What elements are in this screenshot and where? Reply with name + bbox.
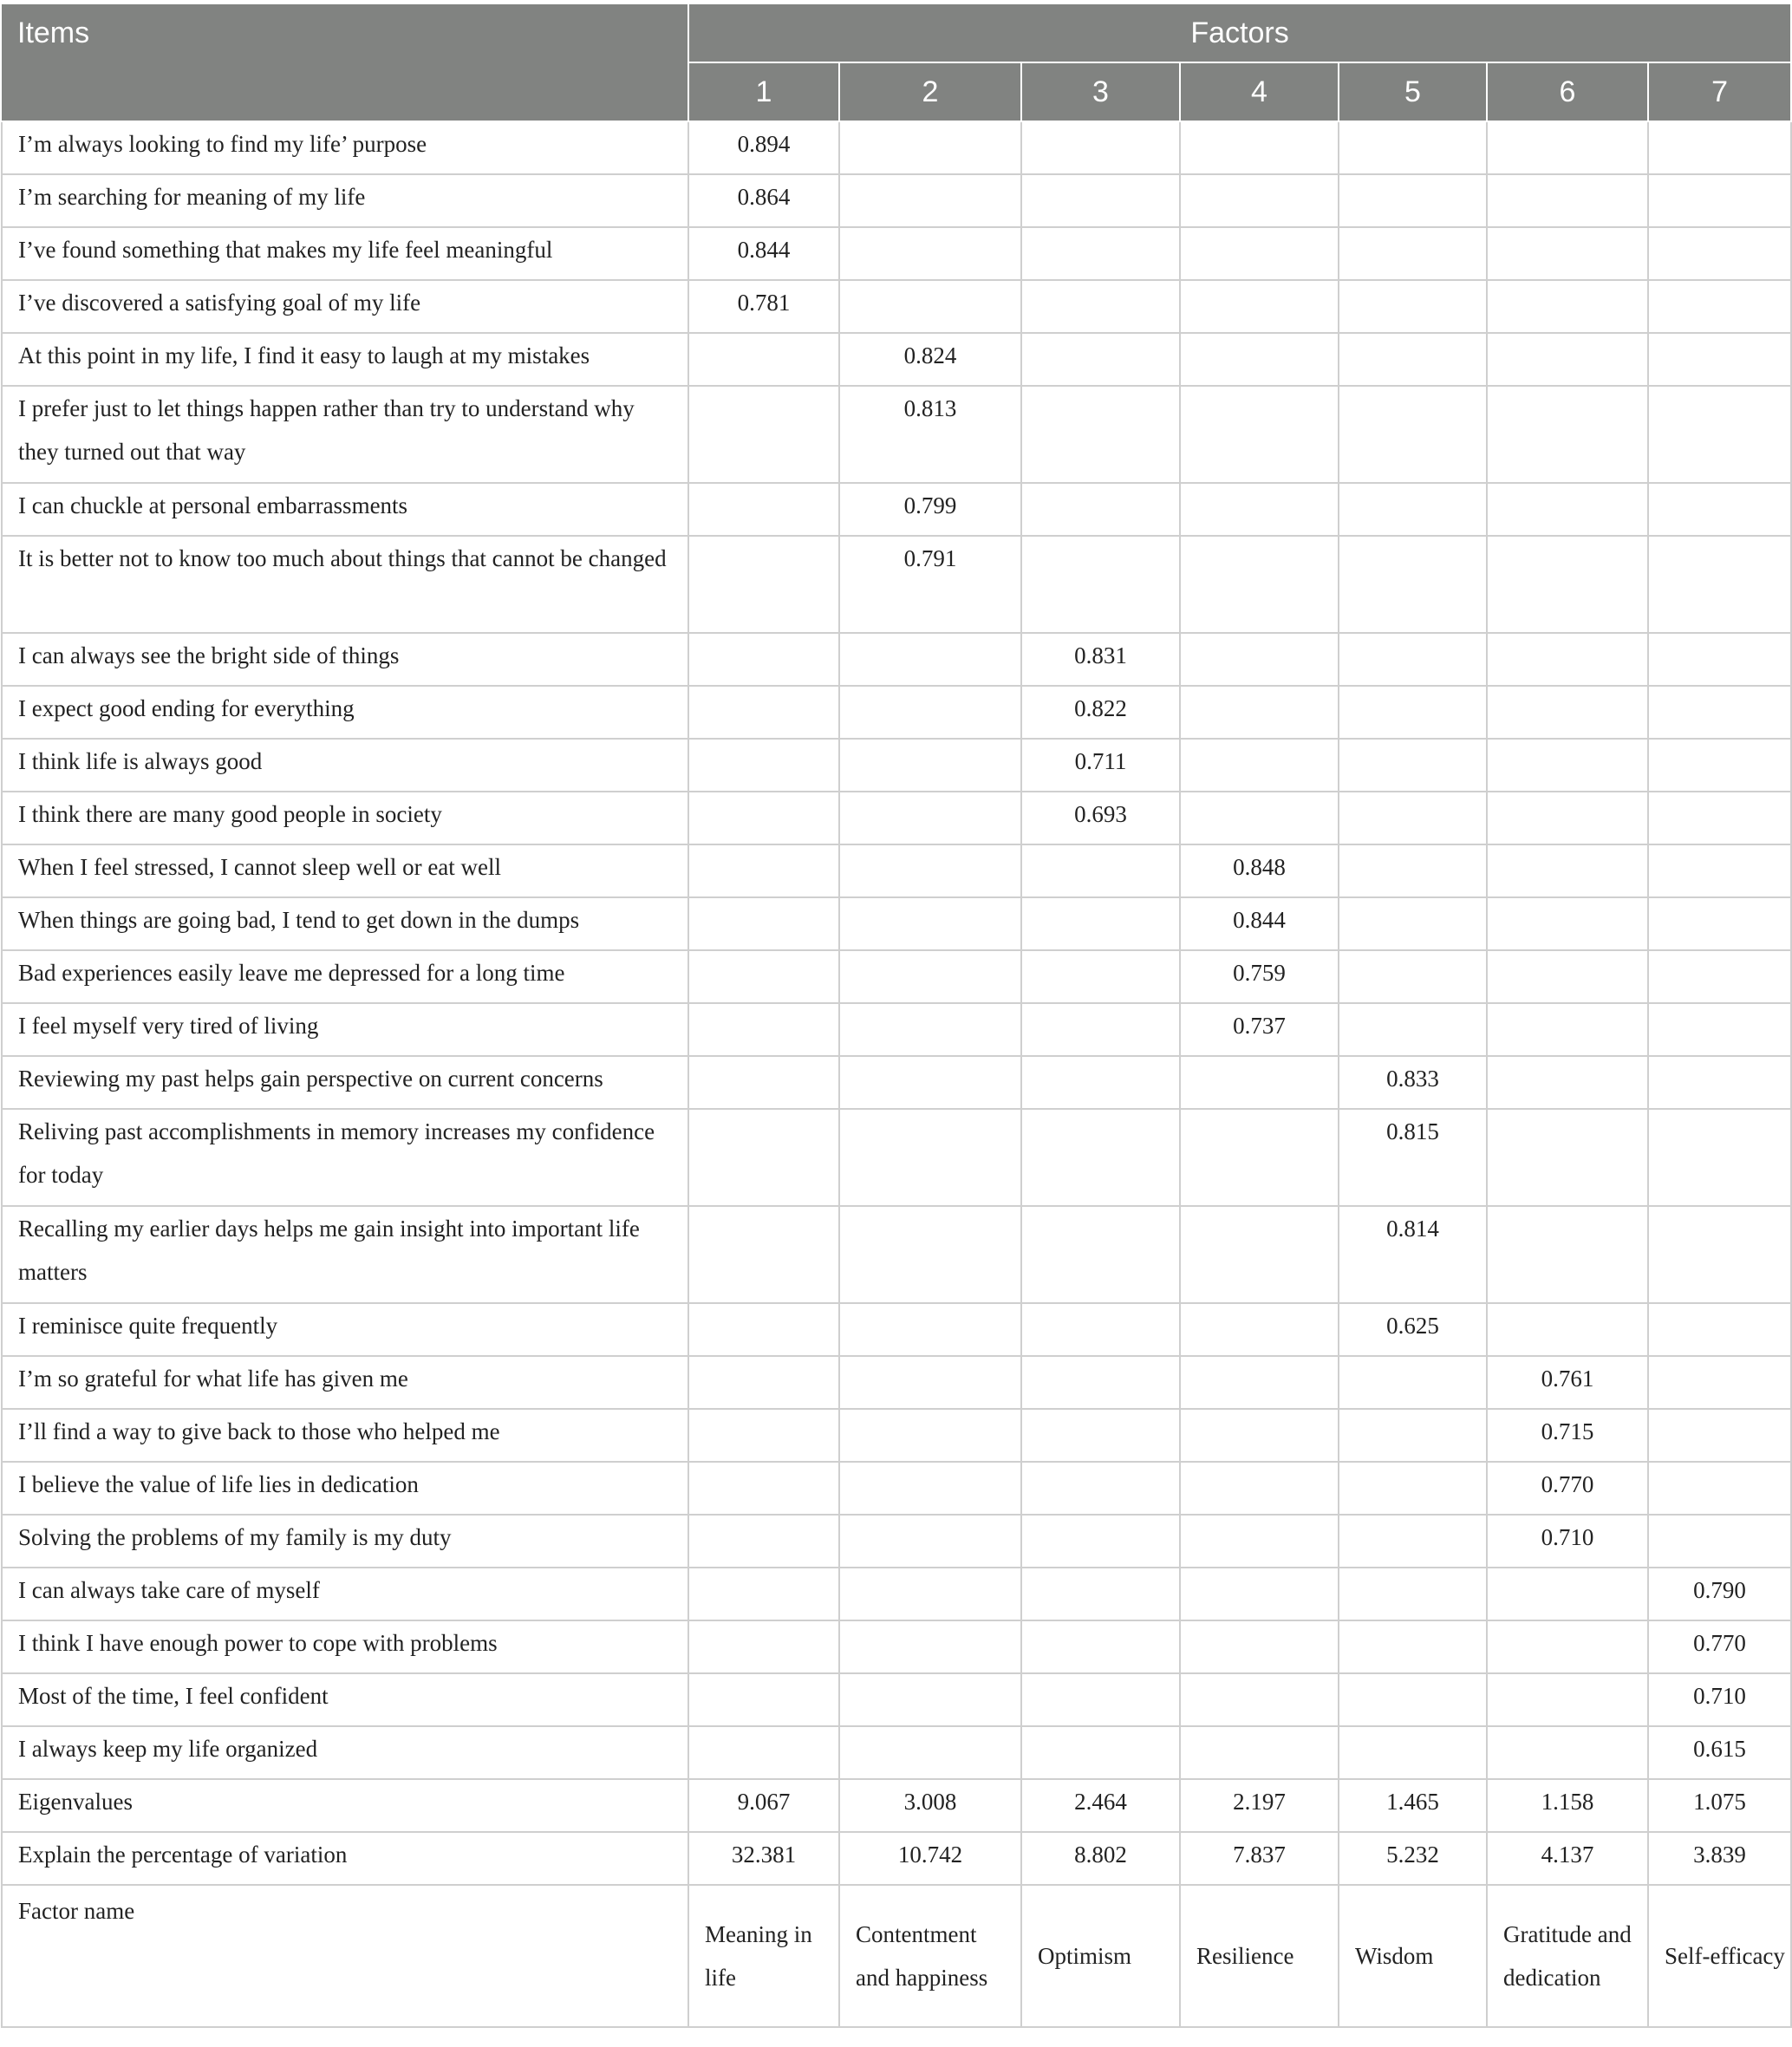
loading-cell bbox=[1021, 121, 1180, 174]
loading-cell bbox=[1021, 1056, 1180, 1109]
loading-cell bbox=[1339, 1726, 1487, 1779]
loading-cell: 0.715 bbox=[1487, 1409, 1648, 1462]
item-text: Most of the time, I feel confident bbox=[2, 1673, 688, 1726]
factor-number-header: 2 bbox=[839, 62, 1021, 121]
factor-number-header: 5 bbox=[1339, 62, 1487, 121]
loading-cell: 0.625 bbox=[1339, 1303, 1487, 1356]
loading-cell bbox=[1021, 1109, 1180, 1206]
eigenvalue-cell: 2.197 bbox=[1180, 1779, 1339, 1832]
loading-cell bbox=[1021, 1462, 1180, 1515]
loading-cell bbox=[1339, 1515, 1487, 1568]
table-row bbox=[2, 1109, 1791, 1206]
loading-cell bbox=[1648, 950, 1791, 1003]
eigenvalues-label: Eigenvalues bbox=[2, 1779, 688, 1832]
item-text: Reliving past accomplishments in memory increases my confidence for today bbox=[2, 1109, 688, 1206]
loading-cell bbox=[1180, 1303, 1339, 1356]
table-row bbox=[2, 1056, 1791, 1109]
loading-cell bbox=[839, 1003, 1021, 1056]
loading-cell bbox=[1648, 121, 1791, 174]
loading-cell bbox=[1487, 1303, 1648, 1356]
loading-cell bbox=[1180, 792, 1339, 844]
loading-cell: 0.791 bbox=[839, 536, 1021, 633]
variation-cell: 5.232 bbox=[1339, 1832, 1487, 1885]
table-row bbox=[2, 1568, 1791, 1620]
factor-name-cell: Gratitude and dedication bbox=[1487, 1885, 1648, 2027]
loading-cell bbox=[839, 1109, 1021, 1206]
loading-cell bbox=[1487, 1056, 1648, 1109]
loading-cell bbox=[839, 633, 1021, 686]
loading-cell bbox=[1180, 280, 1339, 333]
table-row bbox=[2, 1515, 1791, 1568]
loading-cell bbox=[1648, 1303, 1791, 1356]
table-row bbox=[2, 333, 1791, 386]
factor-number-header: 3 bbox=[1021, 62, 1180, 121]
item-text: When things are going bad, I tend to get down in the dumps bbox=[2, 897, 688, 950]
factor-number-header: 1 bbox=[688, 62, 839, 121]
eigenvalue-cell: 3.008 bbox=[839, 1779, 1021, 1832]
loading-cell bbox=[1339, 536, 1487, 633]
item-text: Reviewing my past helps gain perspective on current concerns bbox=[2, 1056, 688, 1109]
table-row bbox=[2, 1462, 1791, 1515]
factor-loadings-table bbox=[1, 3, 1792, 2028]
loading-cell bbox=[1180, 386, 1339, 483]
loading-cell bbox=[1180, 1726, 1339, 1779]
loading-cell bbox=[839, 1409, 1021, 1462]
item-text: I can chuckle at personal embarrassments bbox=[2, 483, 688, 536]
item-text: I think there are many good people in society bbox=[2, 792, 688, 844]
eigenvalue-cell: 1.158 bbox=[1487, 1779, 1648, 1832]
loading-cell bbox=[1339, 686, 1487, 739]
loading-cell: 0.824 bbox=[839, 333, 1021, 386]
loading-cell bbox=[1180, 1673, 1339, 1726]
item-text: I’m always looking to find my life’ purpose bbox=[2, 121, 688, 174]
item-text: When I feel stressed, I cannot sleep well or eat well bbox=[2, 844, 688, 897]
item-text: I think I have enough power to cope with problems bbox=[2, 1620, 688, 1673]
item-text: I’ve discovered a satisfying goal of my life bbox=[2, 280, 688, 333]
factor-name-cell: Resilience bbox=[1180, 1885, 1339, 2027]
loading-cell bbox=[839, 739, 1021, 792]
loading-cell bbox=[839, 1515, 1021, 1568]
loading-cell bbox=[1648, 844, 1791, 897]
item-text: I prefer just to let things happen rather than try to understand why they turned out that way bbox=[2, 386, 688, 483]
loading-cell bbox=[1021, 1620, 1180, 1673]
loading-cell bbox=[1021, 1726, 1180, 1779]
item-text: I can always take care of myself bbox=[2, 1568, 688, 1620]
loading-cell bbox=[1487, 333, 1648, 386]
table-row bbox=[2, 1003, 1791, 1056]
loading-cell bbox=[688, 1003, 839, 1056]
loading-cell bbox=[1180, 633, 1339, 686]
loading-cell bbox=[688, 483, 839, 536]
loading-cell bbox=[839, 897, 1021, 950]
factor-name-row bbox=[2, 1885, 1791, 2027]
loading-cell bbox=[1021, 386, 1180, 483]
loading-cell bbox=[1021, 174, 1180, 227]
loading-cell bbox=[1339, 174, 1487, 227]
loading-cell bbox=[688, 950, 839, 1003]
loading-cell bbox=[688, 1515, 839, 1568]
eigenvalue-cell: 1.075 bbox=[1648, 1779, 1791, 1832]
loading-cell bbox=[1339, 1003, 1487, 1056]
item-text: I’m searching for meaning of my life bbox=[2, 174, 688, 227]
loading-cell: 0.710 bbox=[1487, 1515, 1648, 1568]
loading-cell bbox=[1487, 792, 1648, 844]
loading-cell bbox=[688, 1673, 839, 1726]
loading-cell: 0.737 bbox=[1180, 1003, 1339, 1056]
variation-cell: 3.839 bbox=[1648, 1832, 1791, 1885]
variation-label: Explain the percentage of variation bbox=[2, 1832, 688, 1885]
loading-cell bbox=[1021, 1515, 1180, 1568]
loading-cell: 0.844 bbox=[1180, 897, 1339, 950]
table-row bbox=[2, 686, 1791, 739]
table-row bbox=[2, 536, 1791, 633]
loading-cell bbox=[1648, 1206, 1791, 1303]
loading-cell bbox=[839, 950, 1021, 1003]
loading-cell: 0.814 bbox=[1339, 1206, 1487, 1303]
loading-cell bbox=[1487, 1673, 1648, 1726]
loading-cell bbox=[688, 844, 839, 897]
table-row bbox=[2, 633, 1791, 686]
loading-cell bbox=[1021, 844, 1180, 897]
loading-cell bbox=[1487, 483, 1648, 536]
loading-cell bbox=[688, 1726, 839, 1779]
item-text: I reminisce quite frequently bbox=[2, 1303, 688, 1356]
loading-cell bbox=[1648, 280, 1791, 333]
item-text: Solving the problems of my family is my duty bbox=[2, 1515, 688, 1568]
items-column-header: Items bbox=[2, 3, 688, 121]
loading-cell bbox=[1339, 1568, 1487, 1620]
factors-column-header: Factors bbox=[688, 3, 1791, 62]
loading-cell bbox=[1339, 633, 1487, 686]
loading-cell bbox=[1339, 739, 1487, 792]
loading-cell: 0.813 bbox=[839, 386, 1021, 483]
loading-cell bbox=[1339, 1409, 1487, 1462]
loading-cell bbox=[1487, 1003, 1648, 1056]
table-row bbox=[2, 1673, 1791, 1726]
loading-cell bbox=[1648, 739, 1791, 792]
loading-cell: 0.770 bbox=[1648, 1620, 1791, 1673]
loading-cell bbox=[688, 1303, 839, 1356]
factor-name-cell: Contentment and happiness bbox=[839, 1885, 1021, 2027]
loading-cell: 0.815 bbox=[1339, 1109, 1487, 1206]
loading-cell bbox=[1339, 844, 1487, 897]
loading-cell bbox=[839, 1356, 1021, 1409]
loading-cell bbox=[1648, 1409, 1791, 1462]
table-row bbox=[2, 1206, 1791, 1303]
table-row bbox=[2, 280, 1791, 333]
loading-cell bbox=[688, 739, 839, 792]
loading-cell bbox=[1487, 121, 1648, 174]
loading-cell: 0.710 bbox=[1648, 1673, 1791, 1726]
loading-cell bbox=[688, 1409, 839, 1462]
loading-cell bbox=[1021, 227, 1180, 280]
loading-cell bbox=[1021, 1409, 1180, 1462]
loading-cell bbox=[688, 333, 839, 386]
item-text: I’ve found something that makes my life feel meaningful bbox=[2, 227, 688, 280]
variation-cell: 7.837 bbox=[1180, 1832, 1339, 1885]
loading-cell bbox=[1180, 1568, 1339, 1620]
loading-cell bbox=[1487, 1206, 1648, 1303]
item-text: I’ll find a way to give back to those who helped me bbox=[2, 1409, 688, 1462]
table-row bbox=[2, 897, 1791, 950]
loading-cell bbox=[839, 174, 1021, 227]
loading-cell bbox=[1180, 1056, 1339, 1109]
loading-cell bbox=[1648, 333, 1791, 386]
loading-cell bbox=[1339, 280, 1487, 333]
loading-cell bbox=[1648, 633, 1791, 686]
eigenvalue-cell: 9.067 bbox=[688, 1779, 839, 1832]
loading-cell bbox=[1180, 333, 1339, 386]
loading-cell bbox=[1021, 1303, 1180, 1356]
loading-cell bbox=[839, 227, 1021, 280]
loading-cell: 0.759 bbox=[1180, 950, 1339, 1003]
loading-cell bbox=[1339, 227, 1487, 280]
eigenvalue-cell: 2.464 bbox=[1021, 1779, 1180, 1832]
loading-cell bbox=[1180, 1515, 1339, 1568]
loading-cell bbox=[1648, 686, 1791, 739]
loading-cell bbox=[1180, 483, 1339, 536]
loading-cell bbox=[1180, 174, 1339, 227]
loading-cell bbox=[1487, 1568, 1648, 1620]
loading-cell bbox=[1021, 280, 1180, 333]
loading-cell bbox=[1487, 1726, 1648, 1779]
loading-cell bbox=[1339, 1462, 1487, 1515]
loading-cell bbox=[1648, 1356, 1791, 1409]
variation-cell: 8.802 bbox=[1021, 1832, 1180, 1885]
loading-cell bbox=[688, 1056, 839, 1109]
variation-cell: 32.381 bbox=[688, 1832, 839, 1885]
loading-cell bbox=[1180, 1356, 1339, 1409]
header-row-top bbox=[2, 3, 1791, 62]
loading-cell bbox=[688, 897, 839, 950]
loading-cell: 0.711 bbox=[1021, 739, 1180, 792]
loading-cell bbox=[1021, 536, 1180, 633]
loading-cell bbox=[1180, 739, 1339, 792]
loading-cell bbox=[1648, 174, 1791, 227]
loading-cell bbox=[688, 1620, 839, 1673]
loading-cell bbox=[1487, 739, 1648, 792]
loading-cell bbox=[1648, 386, 1791, 483]
loading-cell bbox=[688, 1568, 839, 1620]
table-row bbox=[2, 121, 1791, 174]
loading-cell bbox=[1648, 1515, 1791, 1568]
loading-cell: 0.693 bbox=[1021, 792, 1180, 844]
eigenvalues-row bbox=[2, 1779, 1791, 1832]
loading-cell bbox=[688, 1462, 839, 1515]
loading-cell bbox=[1487, 686, 1648, 739]
table-row bbox=[2, 739, 1791, 792]
loading-cell: 0.831 bbox=[1021, 633, 1180, 686]
factor-name-cell: Meaning in life bbox=[688, 1885, 839, 2027]
loading-cell bbox=[1487, 174, 1648, 227]
loading-cell bbox=[1487, 386, 1648, 483]
loading-cell bbox=[1021, 1003, 1180, 1056]
loading-cell bbox=[1021, 1356, 1180, 1409]
factor-name-cell: Wisdom bbox=[1339, 1885, 1487, 2027]
loading-cell: 0.770 bbox=[1487, 1462, 1648, 1515]
factor-number-header: 7 bbox=[1648, 62, 1791, 121]
item-text: It is better not to know too much about things that cannot be changed bbox=[2, 536, 688, 633]
loading-cell bbox=[1487, 227, 1648, 280]
loading-cell bbox=[1339, 1620, 1487, 1673]
loading-cell bbox=[839, 1568, 1021, 1620]
loading-cell bbox=[1021, 1206, 1180, 1303]
loading-cell bbox=[1021, 897, 1180, 950]
loading-cell bbox=[688, 1206, 839, 1303]
loading-cell bbox=[1487, 897, 1648, 950]
loading-cell bbox=[1339, 1356, 1487, 1409]
loading-cell bbox=[839, 686, 1021, 739]
loading-cell bbox=[1648, 1462, 1791, 1515]
variation-cell: 4.137 bbox=[1487, 1832, 1648, 1885]
loading-cell bbox=[1339, 950, 1487, 1003]
item-text: I always keep my life organized bbox=[2, 1726, 688, 1779]
loading-cell: 0.799 bbox=[839, 483, 1021, 536]
table-row bbox=[2, 386, 1791, 483]
loading-cell bbox=[839, 1056, 1021, 1109]
loading-cell bbox=[1487, 1109, 1648, 1206]
loading-cell bbox=[688, 633, 839, 686]
loading-cell bbox=[688, 1109, 839, 1206]
factor-name-label: Factor name bbox=[2, 1885, 688, 2027]
loading-cell bbox=[839, 1620, 1021, 1673]
loading-cell bbox=[688, 686, 839, 739]
loading-cell bbox=[1339, 897, 1487, 950]
table-row bbox=[2, 483, 1791, 536]
loading-cell: 0.822 bbox=[1021, 686, 1180, 739]
loading-cell bbox=[1648, 483, 1791, 536]
loading-cell: 0.894 bbox=[688, 121, 839, 174]
loading-cell: 0.790 bbox=[1648, 1568, 1791, 1620]
loading-cell bbox=[1339, 483, 1487, 536]
table-row bbox=[2, 1726, 1791, 1779]
loading-cell: 0.833 bbox=[1339, 1056, 1487, 1109]
loading-cell bbox=[1021, 1673, 1180, 1726]
loading-cell: 0.781 bbox=[688, 280, 839, 333]
loading-cell bbox=[1648, 227, 1791, 280]
item-text: Recalling my earlier days helps me gain insight into important life matters bbox=[2, 1206, 688, 1303]
loading-cell bbox=[1021, 1568, 1180, 1620]
loading-cell bbox=[839, 1673, 1021, 1726]
table-row bbox=[2, 844, 1791, 897]
loading-cell bbox=[1487, 536, 1648, 633]
loading-cell bbox=[1487, 1620, 1648, 1673]
loading-cell bbox=[839, 1726, 1021, 1779]
table-row bbox=[2, 950, 1791, 1003]
table-body bbox=[2, 121, 1791, 2027]
loading-cell bbox=[839, 792, 1021, 844]
loading-cell bbox=[1339, 333, 1487, 386]
loading-cell bbox=[1648, 897, 1791, 950]
loading-cell bbox=[1487, 633, 1648, 686]
factor-name-cell: Self-efficacy bbox=[1648, 1885, 1791, 2027]
item-text: I can always see the bright side of things bbox=[2, 633, 688, 686]
factor-number-header: 6 bbox=[1487, 62, 1648, 121]
item-text: I think life is always good bbox=[2, 739, 688, 792]
table-row bbox=[2, 1303, 1791, 1356]
item-text: I believe the value of life lies in dedication bbox=[2, 1462, 688, 1515]
loading-cell bbox=[1021, 950, 1180, 1003]
loading-cell bbox=[1339, 121, 1487, 174]
loading-cell bbox=[1339, 1673, 1487, 1726]
table-row bbox=[2, 792, 1791, 844]
loading-cell bbox=[1180, 1206, 1339, 1303]
table-row bbox=[2, 1356, 1791, 1409]
loading-cell bbox=[688, 386, 839, 483]
loading-cell bbox=[1648, 1003, 1791, 1056]
loading-cell bbox=[1648, 1056, 1791, 1109]
item-text: I feel myself very tired of living bbox=[2, 1003, 688, 1056]
loading-cell bbox=[839, 280, 1021, 333]
factor-number-header: 4 bbox=[1180, 62, 1339, 121]
loading-cell bbox=[1180, 1109, 1339, 1206]
loading-cell bbox=[1648, 1109, 1791, 1206]
loading-cell bbox=[1180, 227, 1339, 280]
table-row bbox=[2, 1409, 1791, 1462]
loading-cell: 0.848 bbox=[1180, 844, 1339, 897]
loading-cell bbox=[839, 121, 1021, 174]
variation-row bbox=[2, 1832, 1791, 1885]
item-text: Bad experiences easily leave me depressed for a long time bbox=[2, 950, 688, 1003]
table-row bbox=[2, 174, 1791, 227]
item-text: I’m so grateful for what life has given me bbox=[2, 1356, 688, 1409]
factor-name-cell: Optimism bbox=[1021, 1885, 1180, 2027]
loading-cell bbox=[1180, 1409, 1339, 1462]
loading-cell: 0.844 bbox=[688, 227, 839, 280]
loading-cell bbox=[839, 1303, 1021, 1356]
loading-cell bbox=[1180, 686, 1339, 739]
loading-cell bbox=[839, 1206, 1021, 1303]
loading-cell bbox=[1180, 1462, 1339, 1515]
loading-cell bbox=[1021, 483, 1180, 536]
loading-cell: 0.864 bbox=[688, 174, 839, 227]
loading-cell bbox=[1339, 792, 1487, 844]
eigenvalue-cell: 1.465 bbox=[1339, 1779, 1487, 1832]
loading-cell bbox=[1180, 536, 1339, 633]
loading-cell bbox=[688, 536, 839, 633]
loading-cell bbox=[688, 1356, 839, 1409]
loading-cell bbox=[1339, 386, 1487, 483]
variation-cell: 10.742 bbox=[839, 1832, 1021, 1885]
loading-cell bbox=[1648, 792, 1791, 844]
loading-cell bbox=[1180, 1620, 1339, 1673]
table-row bbox=[2, 1620, 1791, 1673]
loading-cell bbox=[839, 1462, 1021, 1515]
table-row bbox=[2, 227, 1791, 280]
loading-cell bbox=[1021, 333, 1180, 386]
loading-cell bbox=[1648, 536, 1791, 633]
loading-cell bbox=[1487, 950, 1648, 1003]
loading-cell bbox=[1180, 121, 1339, 174]
loading-cell bbox=[839, 844, 1021, 897]
item-text: I expect good ending for everything bbox=[2, 686, 688, 739]
loading-cell bbox=[688, 792, 839, 844]
loading-cell: 0.761 bbox=[1487, 1356, 1648, 1409]
loading-cell: 0.615 bbox=[1648, 1726, 1791, 1779]
loading-cell bbox=[1487, 280, 1648, 333]
item-text: At this point in my life, I find it easy to laugh at my mistakes bbox=[2, 333, 688, 386]
loading-cell bbox=[1487, 844, 1648, 897]
